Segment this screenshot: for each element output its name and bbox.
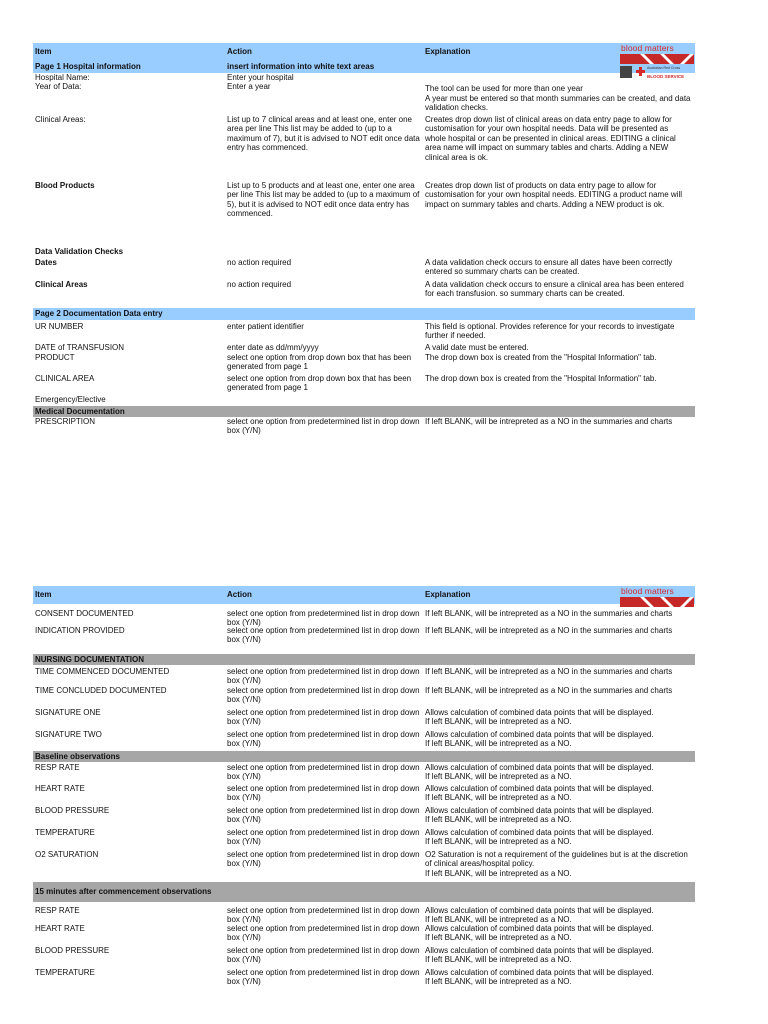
- item-cell: RESP RATE: [35, 906, 80, 915]
- explanation-cell: [425, 708, 695, 730]
- item-cell: TEMPERATURE: [35, 828, 95, 837]
- explanation-cell: [425, 763, 695, 784]
- arc-text: Australian Red Cross: [647, 66, 681, 70]
- header-explanation: Explanation: [425, 590, 471, 600]
- section-title: Page 2 Documentation Data entry: [35, 309, 163, 319]
- explanation-cell: Creates drop down list of products on data entry page to allow for customisation for your own hospital needs. EDITING a product name will impact on summary tables and charts. Adding a NEW product is ok.: [425, 181, 683, 209]
- victoria-logo: [620, 66, 632, 78]
- row-clinical-areas: [33, 115, 695, 181]
- explanation-line: Allows calculation of combined data points that will be displayed.: [425, 924, 654, 933]
- row-emergency-elective: [33, 395, 695, 406]
- explanation-cell: The drop down box is created from the "Hospital Information" tab.: [425, 353, 657, 362]
- row-clinical-area: [33, 374, 695, 395]
- explanation-cell: If left BLANK, will be intrepreted as a NO in the summaries and charts: [425, 417, 673, 426]
- explanation-line: If left BLANK, will be intrepreted as a NO.: [425, 868, 572, 878]
- explanation-cell: If left BLANK, will be intrepreted as a NO in the summaries and charts: [425, 686, 673, 695]
- section-medical-documentation: [33, 406, 695, 417]
- explanation-line: If left BLANK, will be intrepreted as a NO.: [425, 915, 572, 925]
- logo-title: blood matters: [621, 586, 674, 596]
- instructions-table-page-1: [33, 43, 695, 438]
- row-resp-rate: [33, 762, 695, 784]
- explanation-cell: If left BLANK, will be intrepreted as a NO in the summaries and charts: [425, 667, 673, 676]
- section-action: insert information into white text areas: [227, 62, 375, 72]
- instructions-table-page-2: [33, 586, 695, 990]
- explanation-cell: This field is optional. Provides reference for your records to investigate further if needed.: [425, 322, 675, 341]
- item-cell: HEART RATE: [35, 924, 85, 933]
- row-blood-pressure: [33, 806, 695, 828]
- item-cell: CLINICAL AREA: [35, 374, 95, 383]
- action-cell: select one option from predetermined list in drop down box (Y/N): [227, 667, 420, 686]
- explanation-line: O2 Saturation is not a requirement of the guidelines but is at the discretion of clinical areas/hospital policy.: [425, 850, 688, 869]
- explanation-cell: Creates drop down list of clinical areas on data entry page to allow for customisation for your own hospital needs. Data will be presented as whole hospital or can be presented in clinical areas. EDITING a clinical area name will impact on summary tables and charts. Adding a NEW clinical area is ok.: [425, 115, 676, 162]
- logo-band-graphic: [620, 597, 694, 607]
- action-cell: select one option from predetermined list in drop down box (Y/N): [227, 784, 420, 803]
- item-cell: TIME COMMENCED DOCUMENTED: [35, 667, 170, 676]
- red-cross-logo: [620, 66, 700, 80]
- explanation-line: Allows calculation of combined data points that will be displayed.: [425, 806, 654, 815]
- action-cell: List up to 7 clinical areas and at least one, enter one area per line This list may be added to (up to a maximum of 7), but it is advised to NOT edit once data entry has commenced.: [227, 115, 420, 153]
- section-baseline-observations: [33, 751, 695, 762]
- header-item: Item: [35, 47, 52, 57]
- action-cell: select one option from predetermined list in drop down box (Y/N): [227, 417, 420, 436]
- explanation-cell: A valid date must be entered.: [425, 343, 529, 352]
- item-cell: TEMPERATURE: [35, 968, 95, 977]
- section-15-minute-observations: [33, 882, 695, 902]
- explanation-cell: [425, 730, 695, 751]
- item-cell: BLOOD PRESSURE: [35, 806, 110, 815]
- red-cross-icon: [636, 67, 645, 76]
- row-year-note: [33, 94, 695, 115]
- blood-matters-logo: [620, 44, 700, 80]
- item-cell: Blood Products: [35, 181, 95, 190]
- explanation-line: If left BLANK, will be intrepreted as a NO.: [425, 739, 572, 749]
- header-row: [33, 43, 695, 61]
- explanation-cell: [425, 784, 695, 806]
- item-cell: Hospital Name:: [35, 73, 90, 82]
- action-cell: enter date as dd/mm/yyyy: [227, 343, 319, 352]
- action-cell: select one option from predetermined list in drop down box (Y/N): [227, 763, 420, 782]
- action-cell: select one option from predetermined list in drop down box (Y/N): [227, 708, 420, 727]
- explanation-line: If left BLANK, will be intrepreted as a NO.: [425, 955, 572, 965]
- item-cell: Clinical Areas:: [35, 115, 86, 124]
- row-heart-rate-15: [33, 924, 695, 946]
- explanation-cell: [425, 924, 695, 946]
- section-title: Page 1 Hospital information: [35, 62, 141, 72]
- explanation-cell: The drop down box is created from the "Hospital Information" tab.: [425, 374, 657, 383]
- row-prescription: [33, 417, 695, 438]
- section-title: NURSING DOCUMENTATION: [35, 654, 145, 664]
- explanation-cell: A data validation check occurs to ensure a clinical area has been entered for each transfusion. so summary charts can be created.: [425, 280, 684, 299]
- row-clinical-areas-check: [33, 280, 695, 308]
- explanation-line: Allows calculation of combined data points that will be displayed.: [425, 906, 654, 915]
- item-cell: UR NUMBER: [35, 322, 84, 331]
- explanation-cell: [425, 906, 695, 924]
- item-cell: SIGNATURE TWO: [35, 730, 102, 739]
- explanation-cell: [425, 968, 695, 990]
- explanation-line: Allows calculation of combined data points that will be displayed.: [425, 730, 654, 739]
- explanation-line: If left BLANK, will be intrepreted as a NO.: [425, 772, 572, 782]
- blood-matters-logo: [620, 587, 700, 607]
- header-action: Action: [227, 47, 252, 57]
- row-validation-title: [33, 247, 695, 258]
- action-cell: select one option from predetermined list in drop down box (Y/N): [227, 924, 420, 943]
- explanation-line: If left BLANK, will be intrepreted as a NO.: [425, 793, 572, 803]
- blood-service-text: BLOOD SERVICE: [647, 74, 685, 79]
- explanation-cell: [425, 946, 695, 968]
- explanation-cell: [425, 850, 695, 882]
- logo-title: blood matters: [621, 43, 674, 53]
- item-cell: INDICATION PROVIDED: [35, 626, 125, 635]
- item-cell: TIME CONCLUDED DOCUMENTED: [35, 686, 167, 695]
- action-cell: select one option from drop down box that has been generated from page 1: [227, 374, 412, 393]
- explanation-line: Allows calculation of combined data points that will be displayed.: [425, 763, 654, 772]
- explanation-cell: A data validation check occurs to ensure all dates have been correctly entered so summary charts can be created.: [425, 258, 673, 277]
- action-cell: Enter a year: [227, 82, 271, 91]
- explanation-line: Allows calculation of combined data points that will be displayed.: [425, 784, 654, 793]
- row-temperature-15: [33, 968, 695, 990]
- action-cell: no action required: [227, 258, 292, 267]
- row-blood-products: [33, 181, 695, 247]
- action-cell: select one option from predetermined list in drop down box (Y/N): [227, 968, 420, 987]
- action-cell: List up to 5 products and at least one, enter one area per line This list may be added to (up to a maximum of 5), but it is advised to NOT edit once data entry has commenced.: [227, 181, 420, 219]
- section-title: Baseline observations: [35, 751, 120, 761]
- header-action: Action: [227, 590, 252, 600]
- action-cell: select one option from predetermined list in drop down box (Y/N): [227, 906, 420, 925]
- row-consent: [33, 604, 695, 626]
- row-heart-rate: [33, 784, 695, 806]
- row-dates: [33, 258, 695, 280]
- action-cell: select one option from predetermined list in drop down box (Y/N): [227, 850, 420, 869]
- section-page-2: [33, 308, 695, 320]
- section-title: 15 minutes after commencement observations: [35, 887, 212, 897]
- action-cell: enter patient identifier: [227, 322, 304, 331]
- row-indication: [33, 626, 695, 654]
- row-blood-pressure-15: [33, 946, 695, 968]
- explanation-line: Allows calculation of combined data points that will be displayed.: [425, 946, 654, 955]
- section-nursing-documentation: [33, 654, 695, 665]
- header-row: [33, 586, 695, 604]
- item-cell: BLOOD PRESSURE: [35, 946, 110, 955]
- logo-band-graphic: [620, 54, 694, 64]
- item-cell: PRODUCT: [35, 353, 75, 362]
- action-cell: select one option from predetermined list in drop down box (Y/N): [227, 626, 420, 645]
- item-cell: SIGNATURE ONE: [35, 708, 101, 717]
- action-cell: select one option from predetermined list in drop down box (Y/N): [227, 946, 420, 965]
- row-ur-number: [33, 320, 695, 343]
- item-cell: Emergency/Elective: [35, 395, 106, 404]
- action-cell: select one option from predetermined list in drop down box (Y/N): [227, 828, 420, 847]
- row-year: [33, 82, 695, 92]
- row-time-commenced: [33, 665, 695, 686]
- action-cell: select one option from drop down box that has been generated from page 1: [227, 353, 412, 372]
- action-cell: no action required: [227, 280, 292, 289]
- row-temperature: [33, 828, 695, 850]
- header-explanation: Explanation: [425, 47, 471, 57]
- row-resp-rate-15: [33, 902, 695, 924]
- item-cell: O2 SATURATION: [35, 850, 99, 859]
- action-cell: select one option from predetermined list in drop down box (Y/N): [227, 730, 420, 749]
- item-cell: RESP RATE: [35, 763, 80, 772]
- item-cell: HEART RATE: [35, 784, 85, 793]
- explanation-cell: A year must be entered so that month summaries can be created, and data validation checks.: [425, 94, 691, 113]
- item-cell: Year of Data:: [35, 82, 82, 91]
- section-page-1: [33, 61, 695, 73]
- explanation-cell: [425, 806, 695, 828]
- explanation-cell: The tool can be used for more than one year: [425, 84, 583, 93]
- explanation-line: If left BLANK, will be intrepreted as a NO.: [425, 815, 572, 825]
- explanation-line: Allows calculation of combined data points that will be displayed.: [425, 968, 654, 977]
- explanation-line: If left BLANK, will be intrepreted as a NO.: [425, 837, 572, 847]
- explanation-line: If left BLANK, will be intrepreted as a NO.: [425, 717, 572, 727]
- item-cell: CONSENT DOCUMENTED: [35, 609, 134, 618]
- row-signature-one: [33, 708, 695, 730]
- action-cell: Enter your hospital: [227, 73, 294, 82]
- row-signature-two: [33, 730, 695, 751]
- explanation-line: Allows calculation of combined data points that will be displayed.: [425, 828, 654, 837]
- action-cell: select one option from predetermined list in drop down box (Y/N): [227, 609, 420, 628]
- row-date-transfusion: [33, 343, 695, 353]
- item-cell: PRESCRIPTION: [35, 417, 96, 426]
- explanation-line: If left BLANK, will be intrepreted as a NO.: [425, 933, 572, 943]
- item-cell: Dates: [35, 258, 57, 267]
- row-product: [33, 353, 695, 374]
- explanation-cell: If left BLANK, will be intrepreted as a NO in the summaries and charts: [425, 609, 673, 618]
- action-cell: select one option from predetermined list in drop down box (Y/N): [227, 686, 420, 705]
- explanation-line: If left BLANK, will be intrepreted as a NO.: [425, 977, 572, 987]
- row-o2-saturation: [33, 850, 695, 882]
- item-cell: DATE of TRANSFUSION: [35, 343, 125, 352]
- explanation-cell: [425, 828, 695, 850]
- header-item: Item: [35, 590, 52, 600]
- row-time-concluded: [33, 686, 695, 708]
- section-title: Medical Documentation: [35, 406, 125, 416]
- explanation-line: Allows calculation of combined data points that will be displayed.: [425, 708, 654, 717]
- validation-title: Data Validation Checks: [35, 247, 124, 256]
- action-cell: select one option from predetermined list in drop down box (Y/N): [227, 806, 420, 825]
- explanation-cell: If left BLANK, will be intrepreted as a NO in the summaries and charts: [425, 626, 673, 635]
- item-cell: Clinical Areas: [35, 280, 88, 289]
